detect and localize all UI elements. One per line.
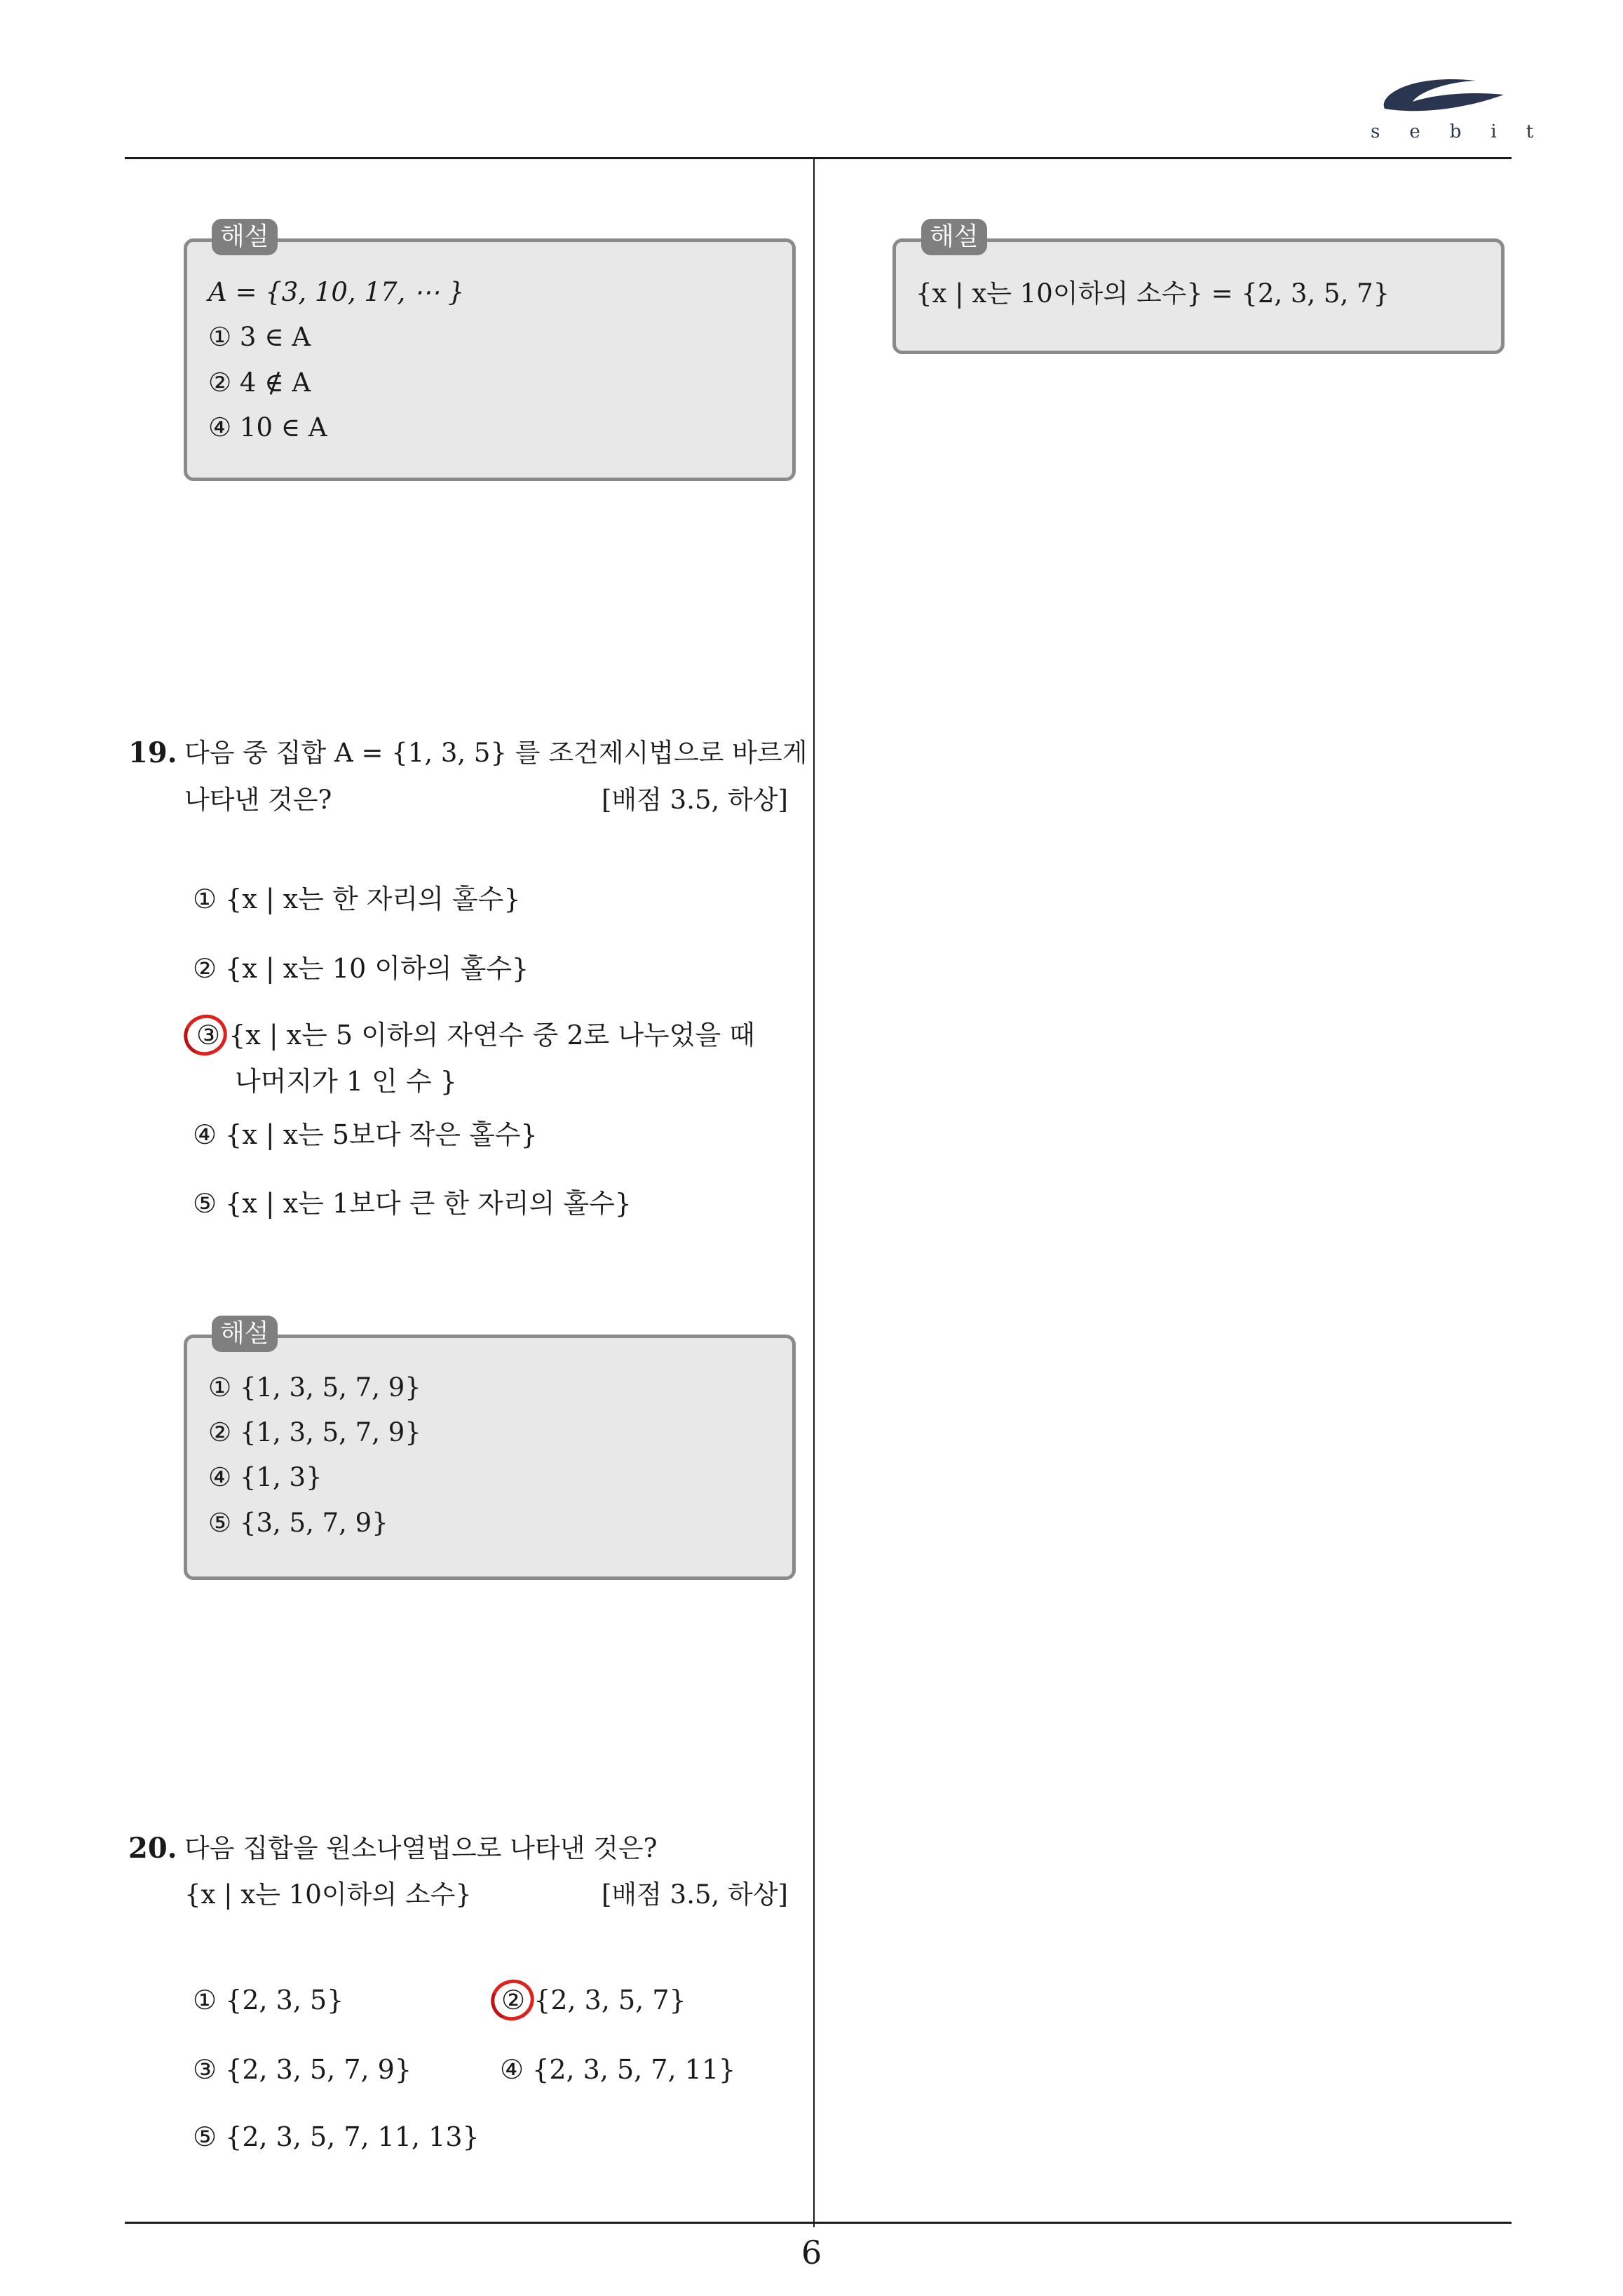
q20-choice-4[interactable]: ④ {2, 3, 5, 7, 11} xyxy=(500,2054,736,2085)
q20-choice-5[interactable]: ⑤ {2, 3, 5, 7, 11, 13} xyxy=(193,2121,480,2152)
q20-choice-1[interactable]: ① {2, 3, 5} xyxy=(193,1985,344,2015)
question-19-text-1: 다음 중 집합 A = {1, 3, 5} 를 조건제시법으로 바르게 xyxy=(184,738,808,768)
column-divider xyxy=(813,158,815,2227)
solution-2-line-1: ① {1, 3, 5, 7, 9} xyxy=(208,1372,421,1403)
question-20-number: 20. xyxy=(128,1832,177,1865)
question-19-score: [배점 3.5, 하상] xyxy=(602,785,788,815)
solution-2-line-2: ② {1, 3, 5, 7, 9} xyxy=(208,1417,421,1447)
solution-3-line-1: {x | x는 10이하의 소수} = {2, 3, 5, 7} xyxy=(916,278,1390,309)
solution-tag-3: 해설 xyxy=(921,219,987,255)
solution-tag-2: 해설 xyxy=(212,1316,278,1352)
solution-1-line-4: ④ 10 ∈ A xyxy=(208,412,327,443)
q19-choice-5[interactable]: ⑤ {x | x는 1보다 큰 한 자리의 홀수} xyxy=(193,1188,632,1219)
question-20-text-1: 다음 집합을 원소나열법으로 나타낸 것은? xyxy=(184,1833,658,1863)
solution-box-1 xyxy=(184,238,796,481)
q20-choice-2[interactable]: ② {2, 3, 5, 7} xyxy=(501,1985,686,2015)
solution-2-line-3: ④ {1, 3} xyxy=(208,1462,322,1492)
q19-choice-2[interactable]: ② {x | x는 10 이하의 홀수} xyxy=(193,953,529,984)
footer-rule xyxy=(125,2222,1512,2224)
question-20-score: [배점 3.5, 하상] xyxy=(602,1879,788,1910)
sebit-logo-icon xyxy=(1371,67,1511,123)
q19-choice-1[interactable]: ① {x | x는 한 자리의 홀수} xyxy=(193,884,521,914)
solution-2-line-4: ⑤ {3, 5, 7, 9} xyxy=(208,1508,388,1538)
sebit-logo xyxy=(1371,67,1563,158)
logo-text: sebit xyxy=(1371,121,1563,142)
q19-choice-3-cont: 나머지가 1 인 수 } xyxy=(235,1066,457,1097)
page-number: 6 xyxy=(801,2234,822,2271)
solution-1-line-1: A = {3, 10, 17, ⋯ } xyxy=(208,277,465,307)
question-19-text-2: 나타낸 것은? xyxy=(184,785,332,815)
q19-choice-4[interactable]: ④ {x | x는 5보다 작은 홀수} xyxy=(193,1119,538,1150)
q20-choice-3[interactable]: ③ {2, 3, 5, 7, 9} xyxy=(193,2054,412,2085)
solution-1-line-3: ② 4 ∉ A xyxy=(208,367,311,398)
solution-1-line-2: ① 3 ∈ A xyxy=(208,322,311,352)
q19-choice-3[interactable]: ③ {x | x는 5 이하의 자연수 중 2로 나누었을 때 xyxy=(196,1020,755,1051)
question-19-number: 19. xyxy=(128,736,177,769)
solution-tag-1: 해설 xyxy=(212,219,278,255)
question-20-text-2: {x | x는 10이하의 소수} xyxy=(184,1879,472,1910)
header-rule xyxy=(125,157,1512,159)
